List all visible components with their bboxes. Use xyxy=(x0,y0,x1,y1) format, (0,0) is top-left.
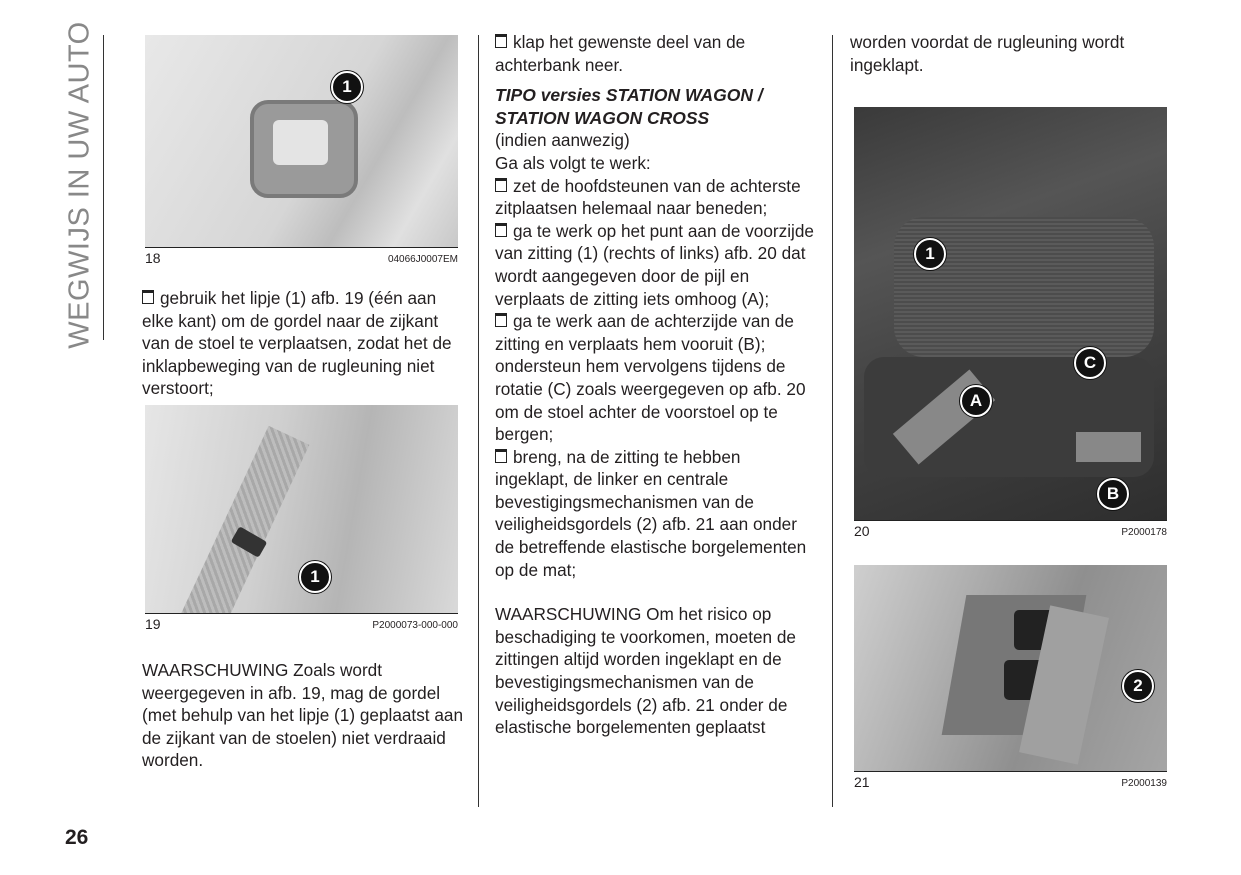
bullet-text: ga te werk aan de achterzijde van de zitting en verplaats hem vooruit (B); ondersteun hem vervolgens tijdens de rotatie (C) zoals weergegeven op afb. 20 om de stoel achter de voorstoel op te bergen; xyxy=(495,311,806,445)
bullet-text: breng, na de zitting te hebben ingeklapt, de linker en centrale bevestigingsmechanismen van de veiligheidsgordels (2) afb. 21 aan onder de betreffende elastische borgelementen op de mat; xyxy=(495,446,807,580)
figure-code: P2000139 xyxy=(1121,778,1167,789)
column-divider xyxy=(832,35,833,807)
figure-code: P2000178 xyxy=(1121,527,1167,538)
figure-21-image xyxy=(854,565,1167,772)
figure-20-image xyxy=(854,107,1167,521)
checkbox-bullet-icon xyxy=(142,290,154,304)
figure-code: 04066J0007EM xyxy=(387,254,458,265)
callout-1: 1 xyxy=(299,561,331,593)
warning-text: WAARSCHUWING Om het risico op beschadiging te voorkomen, moeten de zittingen altijd worden ingeklapt en de bevestigingsmechanismen van de veiligheidsgordels (2) afb. 21 onder de elastische borgelementen geplaatst xyxy=(495,604,796,738)
page-number: 26 xyxy=(65,826,89,849)
callout-2: 2 xyxy=(1122,670,1154,702)
column-3-text xyxy=(850,31,1170,76)
bullet-text: klap het gewenste deel van de achterbank neer. xyxy=(495,32,746,75)
instruction-bullet xyxy=(142,287,460,400)
instruction-bullet xyxy=(495,31,817,76)
column-1-warning xyxy=(142,659,464,772)
figure-19-image xyxy=(145,405,458,614)
intro-text: Ga als volgt te werk: xyxy=(495,152,651,173)
instruction-bullet xyxy=(495,446,817,582)
checkbox-bullet-icon xyxy=(495,223,507,237)
checkbox-bullet-icon xyxy=(495,34,507,48)
figure-code: P2000073-000-000 xyxy=(372,620,458,631)
seat-belt xyxy=(176,426,310,614)
checkbox-bullet-icon xyxy=(495,449,507,463)
callout-1: 1 xyxy=(331,71,363,103)
section-heading: TIPO versies STATION WAGON / STATION WAGON CROSS xyxy=(495,85,763,128)
figure-21-caption xyxy=(854,774,1167,790)
warning-text: WAARSCHUWING Zoals wordt weergegeven in afb. 19, mag de gordel (met behulp van het lipje (1) geplaatst aan de zijkant van de stoelen) niet verdraaid worden. xyxy=(142,660,464,771)
figure-number: 20 xyxy=(854,523,870,539)
instruction-bullet xyxy=(495,220,817,310)
bullet-text: gebruik het lipje (1) afb. 19 (één aan elke kant) om de gordel naar de zijkant van de stoel te verplaatsen, zodat het de inklapbeweging van de rugleuning niet verstoort; xyxy=(142,288,452,399)
callout-c: C xyxy=(1074,347,1106,379)
callout-b: B xyxy=(1097,478,1129,510)
figure-number: 18 xyxy=(145,250,161,266)
section-divider xyxy=(103,35,104,340)
figure-18-caption xyxy=(145,250,458,266)
column-2-text xyxy=(495,31,817,739)
column-divider xyxy=(478,35,479,807)
figure-number: 19 xyxy=(145,616,161,632)
figure-19-caption xyxy=(145,616,458,632)
section-title-text: WEGWIJS IN UW AUTO xyxy=(63,21,96,349)
arrow-b xyxy=(1076,432,1141,462)
bullet-text: zet de hoofdsteunen van de achterste zitplaatsen helemaal naar beneden; xyxy=(495,175,801,219)
availability-note: (indien aanwezig) xyxy=(495,130,630,151)
section-title xyxy=(60,21,100,349)
callout-1: 1 xyxy=(914,238,946,270)
checkbox-bullet-icon xyxy=(495,178,507,192)
continued-text: worden voordat de rugleuning wordt ingeklapt. xyxy=(850,32,1125,75)
instruction-bullet xyxy=(495,310,817,446)
figure-number: 21 xyxy=(854,774,870,790)
checkbox-bullet-icon xyxy=(495,313,507,327)
figure-18-image xyxy=(145,35,458,248)
instruction-bullet xyxy=(495,175,817,220)
bullet-text: ga te werk op het punt aan de voorzijde van zitting (1) (rechts of links) afb. 20 dat wordt aangegeven door de pijl en verplaats de zitting iets omhoog (A); xyxy=(495,220,814,309)
figure-20-caption xyxy=(854,523,1167,539)
column-1-text xyxy=(142,287,460,400)
callout-a: A xyxy=(960,385,992,417)
strap-pocket-inner xyxy=(273,120,328,165)
